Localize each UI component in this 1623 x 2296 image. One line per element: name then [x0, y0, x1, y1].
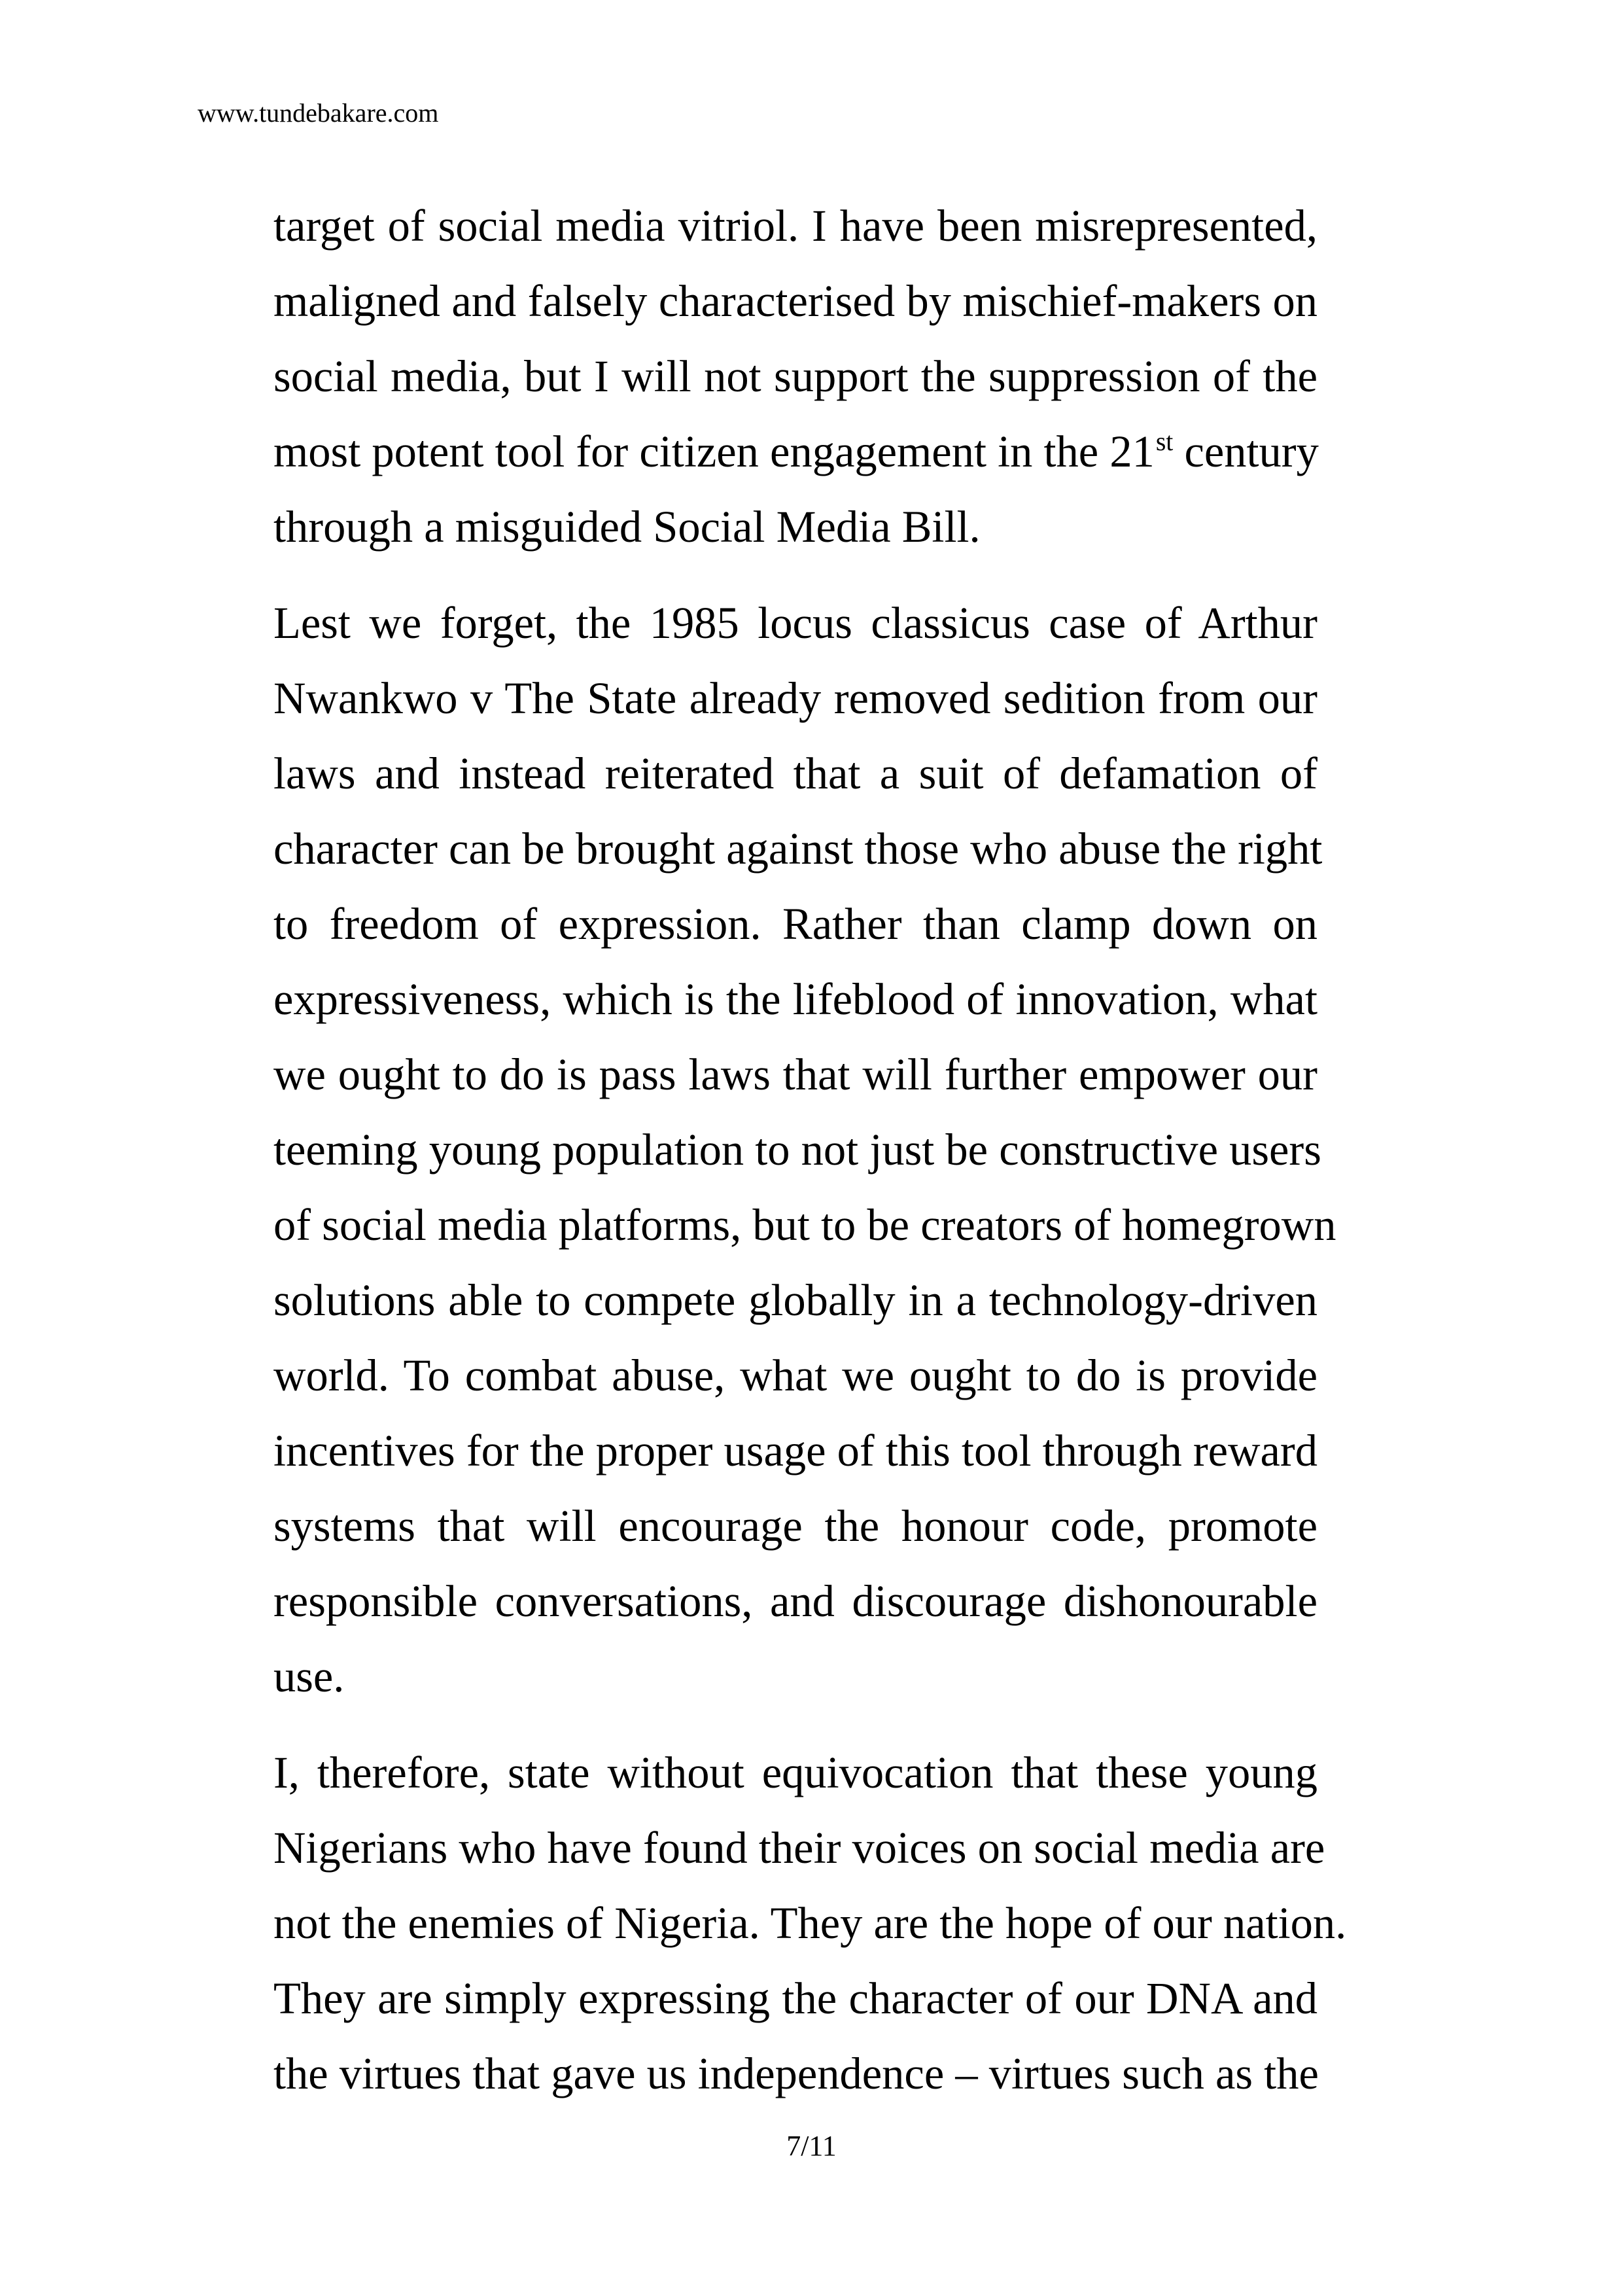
text-line: of social media platforms, but to be creators of homegrown: [273, 1200, 1336, 1250]
text-line: maligned and falsely characterised by mischief-makers on: [273, 276, 1318, 326]
text-line: not the enemies of Nigeria. They are the hope of our nation.: [273, 1898, 1347, 1948]
page-number: 7/11: [786, 2130, 837, 2162]
text-line: They are simply expressing the character of our DNA and: [273, 1973, 1318, 2023]
text-line: teeming young population to not just be constructive users: [273, 1125, 1321, 1174]
text-segment: century: [1173, 427, 1319, 476]
text-line: we ought to do is pass laws that will further empower our: [273, 1050, 1318, 1099]
ordinal-superscript: st: [1155, 427, 1174, 457]
text-line: target of social media vitriol. I have been misrepresented,: [273, 201, 1318, 251]
text-line: expressiveness, which is the lifeblood of innovation, what: [273, 974, 1318, 1024]
text-line: to freedom of expression. Rather than clamp down on: [273, 899, 1318, 949]
text-line: the virtues that gave us independence – virtues such as the: [273, 2049, 1319, 2098]
text-line: I, therefore, state without equivocation that these young: [273, 1748, 1318, 1797]
text-line: Nwankwo v The State already removed sedition from our: [273, 673, 1318, 723]
text-line: solutions able to compete globally in a technology-driven: [273, 1275, 1318, 1325]
text-line: Nigerians who have found their voices on social media are: [273, 1823, 1325, 1873]
text-line: use.: [273, 1651, 345, 1701]
page-header-website: www.tundebakare.com: [198, 98, 439, 128]
text-line: world. To combat abuse, what we ought to do is provide: [273, 1351, 1318, 1400]
text-line: systems that will encourage the honour code, promote: [273, 1501, 1318, 1551]
text-line: social media, but I will not support the suppression of the: [273, 351, 1318, 401]
text-line: incentives for the proper usage of this tool through reward: [273, 1426, 1318, 1475]
text-line: responsible conversations, and discourage dishonourable: [273, 1576, 1318, 1626]
text-line: laws and instead reiterated that a suit of defamation of: [273, 749, 1318, 798]
text-line: [273, 425, 1318, 478]
text-line: through a misguided Social Media Bill.: [273, 502, 981, 552]
text-line: character can be brought against those who abuse the right: [273, 824, 1323, 874]
text-segment: most potent tool for citizen engagement in the 21: [273, 427, 1155, 476]
text-line: Lest we forget, the 1985 locus classicus case of Arthur: [273, 598, 1318, 648]
